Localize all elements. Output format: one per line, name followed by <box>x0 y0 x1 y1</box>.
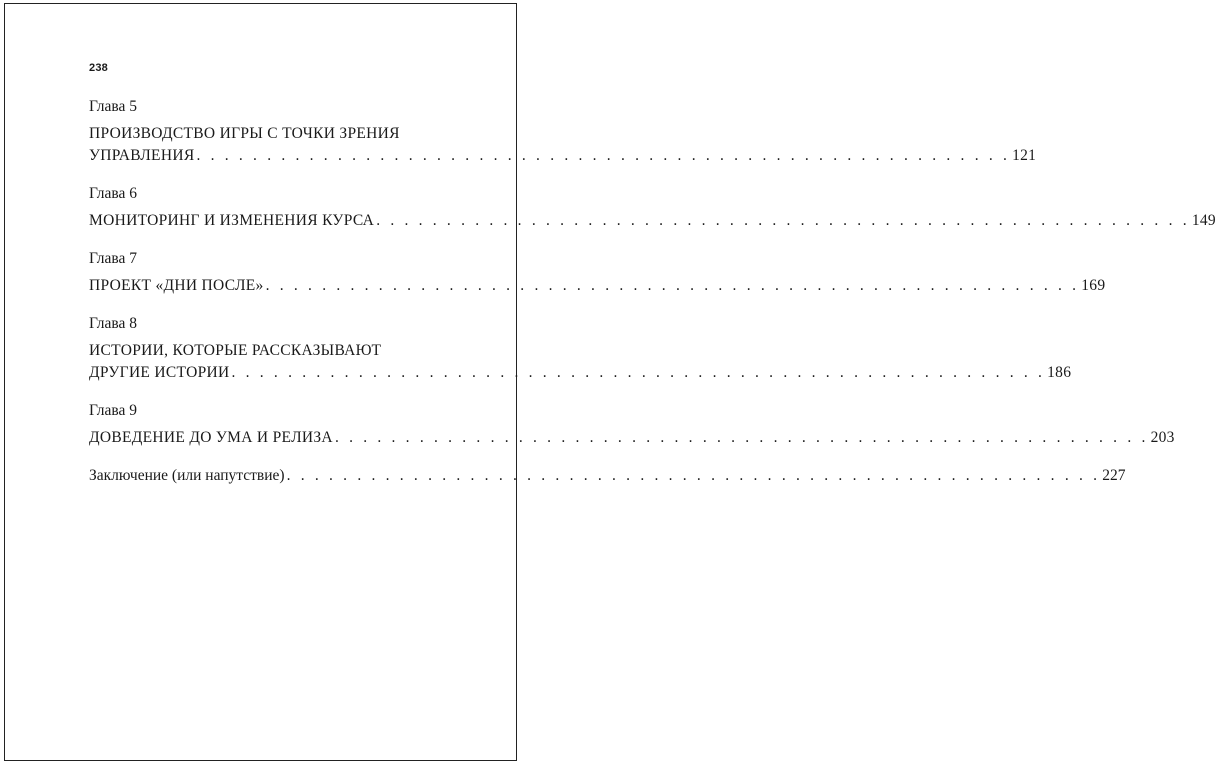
dot-leader: . . . . . . . . . . . . . . . . . . . . . . . . . . . . . . . . . . . . . . . . . . . . . . . . . . . . . . . . . . <box>376 212 1190 229</box>
chapter-label: Глава 9 <box>89 402 138 419</box>
chapter-title-leader-line <box>89 210 1216 232</box>
chapter-title-line: ДРУГИЕ ИСТОРИИ <box>89 364 230 381</box>
toc-page-number: 121 <box>1012 147 1037 164</box>
chapter-title-line: ПРОЕКТ «ДНИ ПОСЛЕ» <box>89 277 264 294</box>
toc-page-number: 186 <box>1047 364 1072 381</box>
toc-page-number: 149 <box>1191 212 1216 229</box>
chapter-title-leader-line <box>89 145 1037 167</box>
conclusion-title: Заключение (или напутствие) <box>89 467 285 484</box>
chapter-title-line: ИСТОРИИ, КОТОРЫЕ РАССКАЗЫВАЮТ <box>89 342 382 359</box>
dot-leader: . . . . . . . . . . . . . . . . . . . . . . . . . . . . . . . . . . . . . . . . . . . . . . . . . . . . . . . . . . <box>286 467 1101 484</box>
toc-page-number: 169 <box>1081 277 1106 294</box>
dot-leader: . . . . . . . . . . . . . . . . . . . . . . . . . . . . . . . . . . . . . . . . . . . . . . . . . . . . . . . . . . <box>196 147 1011 164</box>
chapter-title-leader-line <box>89 275 1106 297</box>
chapter-title-leader-line <box>89 427 1175 449</box>
dot-leader: . . . . . . . . . . . . . . . . . . . . . . . . . . . . . . . . . . . . . . . . . . . . . . . . . . . . . . . . . . <box>231 364 1046 381</box>
book-page <box>4 3 1216 761</box>
dot-leader: . . . . . . . . . . . . . . . . . . . . . . . . . . . . . . . . . . . . . . . . . . . . . . . . . . . . . . . . . . <box>265 277 1080 294</box>
chapter-title-line: МОНИТОРИНГ И ИЗМЕНЕНИЯ КУРСА <box>89 212 375 229</box>
chapter-title-line: ПРОИЗВОДСТВО ИГРЫ С ТОЧКИ ЗРЕНИЯ <box>89 125 400 142</box>
toc-entry-chapter-7 <box>89 248 1106 297</box>
chapter-label: Глава 5 <box>89 98 138 115</box>
chapter-title-line: УПРАВЛЕНИЯ <box>89 147 195 164</box>
table-of-contents <box>89 96 1216 503</box>
toc-entry-conclusion <box>89 465 1126 487</box>
chapter-title-line: ДОВЕДЕНИЕ ДО УМА И РЕЛИЗА <box>89 429 333 446</box>
toc-entry-chapter-8 <box>89 313 1072 384</box>
toc-entry-chapter-6 <box>89 183 1216 232</box>
chapter-label: Глава 6 <box>89 185 138 202</box>
conclusion-leader-line <box>89 465 1126 487</box>
dot-leader: . . . . . . . . . . . . . . . . . . . . . . . . . . . . . . . . . . . . . . . . . . . . . . . . . . . . . . . . . . <box>334 429 1149 446</box>
chapter-label: Глава 8 <box>89 315 138 332</box>
toc-entry-chapter-5 <box>89 96 1037 167</box>
chapter-title-leader-line <box>89 362 1072 384</box>
toc-entry-chapter-9 <box>89 400 1175 449</box>
toc-page-number: 203 <box>1150 429 1175 446</box>
toc-page-number: 227 <box>1102 467 1126 484</box>
page-number: 238 <box>89 62 108 74</box>
chapter-label: Глава 7 <box>89 250 138 267</box>
